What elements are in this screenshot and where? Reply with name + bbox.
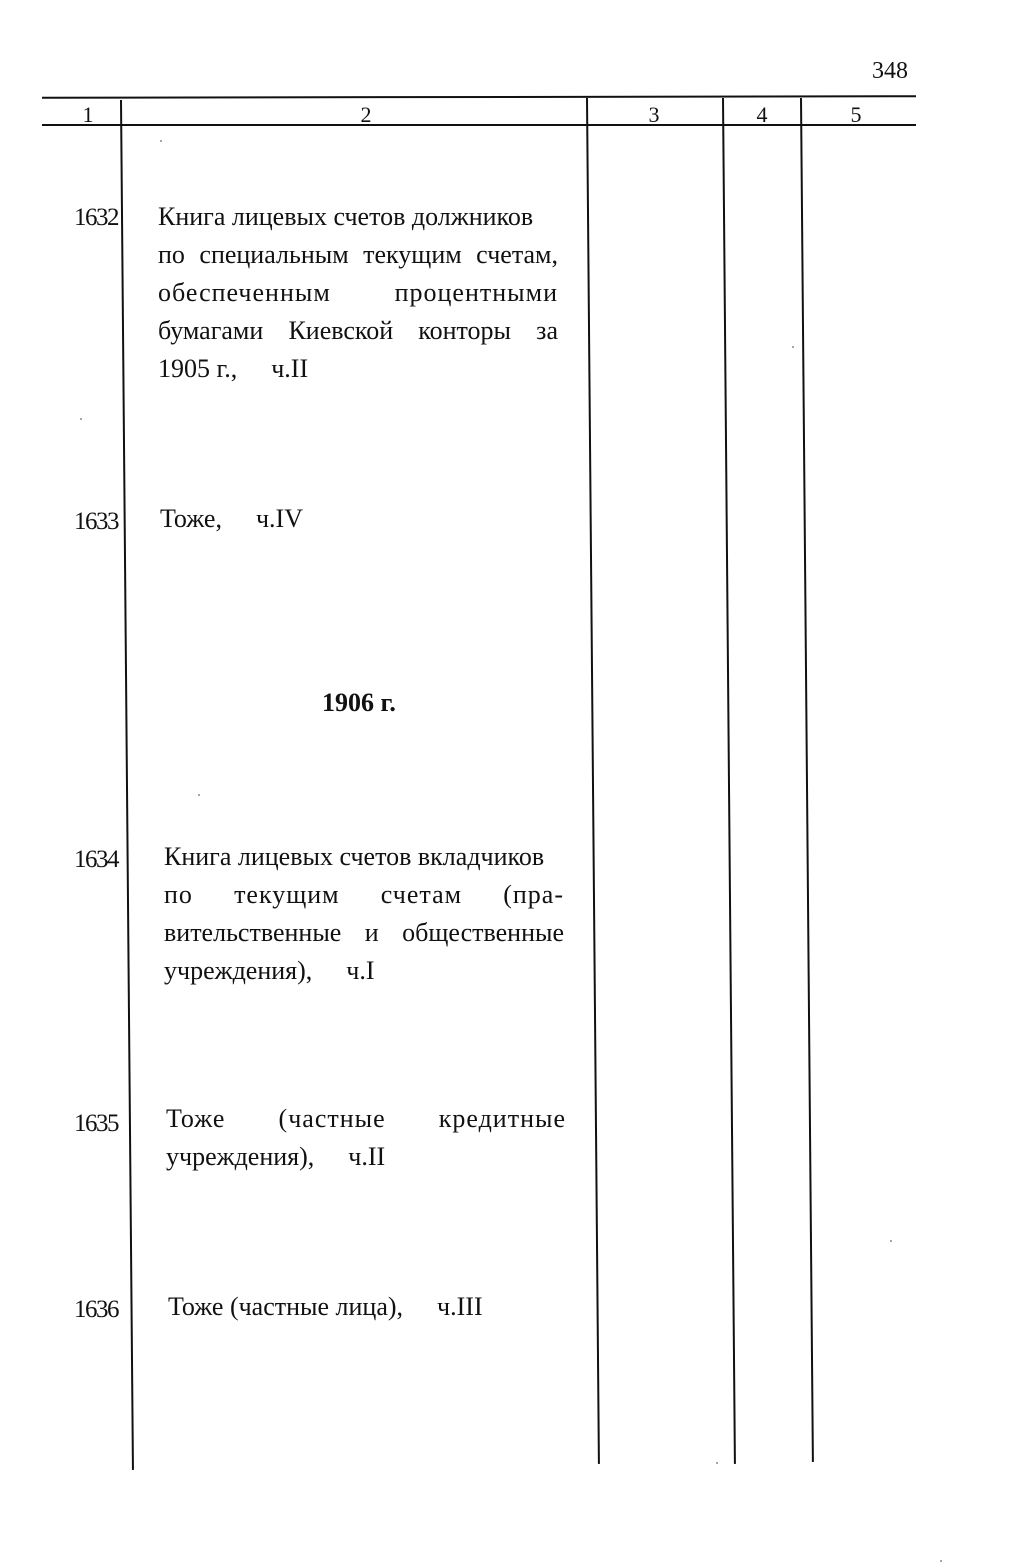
column-header-1: 1 — [82, 102, 94, 127]
row-description: Тоже (частные лица), ч.III — [168, 1292, 483, 1321]
page-number: 348 — [872, 58, 908, 84]
column-divider-2 — [586, 98, 600, 1464]
scan-speck — [160, 140, 162, 142]
row-number: 1635 — [74, 1110, 118, 1137]
scan-speck — [198, 794, 200, 796]
row-number: 1636 — [74, 1296, 118, 1323]
section-heading-year: 1906 г. — [322, 688, 396, 717]
column-header-5: 5 — [850, 102, 862, 127]
row-description: Тоже (частные кредитные учреждения), ч.II — [166, 1104, 566, 1171]
scan-speck — [716, 1462, 718, 1464]
scan-speck — [792, 346, 794, 348]
column-header-3: 3 — [648, 102, 660, 127]
scan-speck — [80, 418, 82, 420]
row-description: Книга лицевых счетов вкладчиков по текущим счетам (пра- вительственные и общественные учреждения), ч.I — [164, 842, 564, 985]
row-number: 1634 — [74, 846, 118, 873]
column-divider-3 — [722, 98, 736, 1464]
row-number: 1632 — [74, 204, 118, 231]
row-description: Тоже, ч.IV — [160, 504, 303, 533]
row-number: 1633 — [74, 508, 118, 535]
column-header-4: 4 — [756, 102, 768, 127]
header-top-rule — [42, 95, 916, 99]
column-divider-1 — [120, 100, 134, 1470]
column-divider-4 — [800, 98, 814, 1462]
row-description: Книга лицевых счетов должников по специальным текущим счетам, обеспеченным процентными бумагами Киевской конторы за 1905 г., ч.II — [158, 202, 558, 383]
scan-speck — [890, 1240, 892, 1242]
header-bottom-rule — [42, 124, 916, 126]
scan-speck — [940, 1560, 942, 1562]
column-header-2: 2 — [360, 102, 372, 127]
